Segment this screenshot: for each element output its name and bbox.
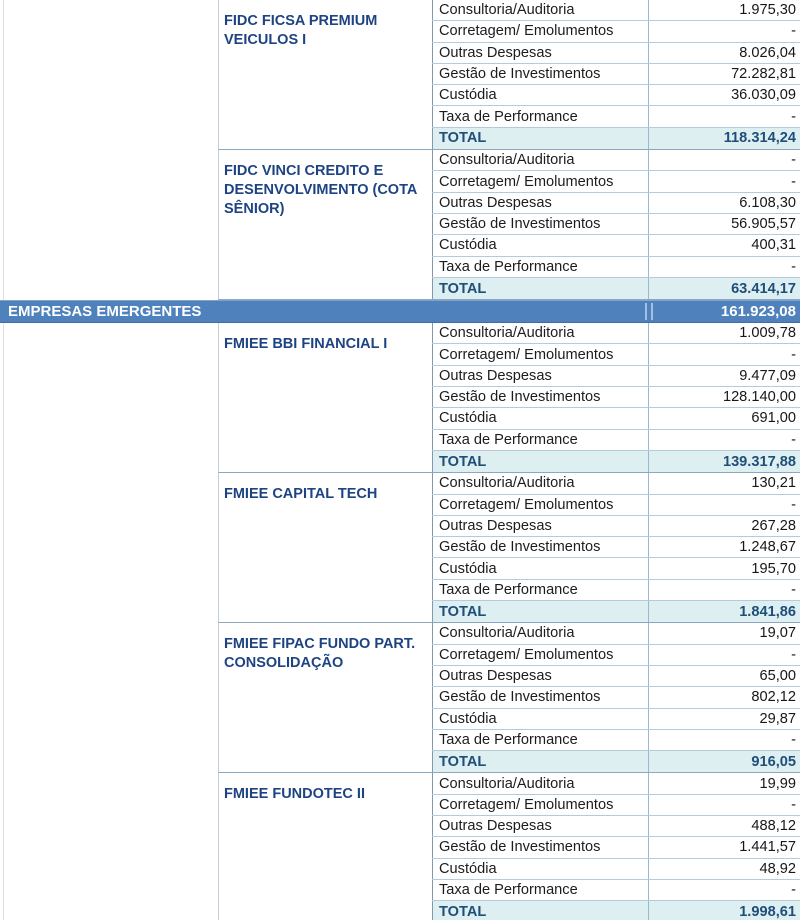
expense-rows xyxy=(432,773,800,920)
expense-row xyxy=(432,666,800,687)
expense-label-cell: Custódia xyxy=(432,235,648,255)
expense-label-cell: Outras Despesas xyxy=(432,666,648,686)
total-value-cell: 118.314,24 xyxy=(648,128,800,149)
expense-label-cell: Consultoria/Auditoria xyxy=(432,0,648,20)
expense-row xyxy=(432,106,800,127)
fund-expense-group xyxy=(0,623,800,773)
expense-row xyxy=(432,0,800,21)
expense-value-cell: 691,00 xyxy=(648,408,800,428)
category-band-label: EMPRESAS EMERGENTES xyxy=(8,303,202,321)
expense-row xyxy=(432,150,800,171)
expense-value-cell: 48,92 xyxy=(648,859,800,879)
category-spacer-cell xyxy=(3,323,218,473)
total-row xyxy=(432,751,800,772)
expense-label-cell: Consultoria/Auditoria xyxy=(432,150,648,170)
expense-label-cell: Outras Despesas xyxy=(432,816,648,836)
expense-row xyxy=(432,171,800,192)
fund-name: FIDC VINCI CREDITO E DESENVOLVIMENTO (COTA SÊNIOR) xyxy=(224,163,417,218)
expense-label-cell: Consultoria/Auditoria xyxy=(432,773,648,793)
expense-label-cell: Taxa de Performance xyxy=(432,880,648,900)
expense-value-cell: 1.248,67 xyxy=(648,537,800,557)
expense-rows xyxy=(432,623,800,773)
expense-label-cell: Outras Despesas xyxy=(432,193,648,213)
expense-value-cell: 267,28 xyxy=(648,516,800,536)
expense-value-cell: - xyxy=(648,795,800,815)
expense-value-cell: - xyxy=(648,106,800,126)
expense-row xyxy=(432,257,800,278)
expense-row xyxy=(432,21,800,42)
fund-expense-group xyxy=(0,473,800,623)
expense-row xyxy=(432,558,800,579)
expense-value-cell: 128.140,00 xyxy=(648,387,800,407)
expense-label-cell: Gestão de Investimentos xyxy=(432,687,648,707)
fund-name: FIDC FICSA PREMIUM VEICULOS I xyxy=(224,13,378,48)
expense-rows xyxy=(432,323,800,473)
total-label-cell: TOTAL xyxy=(432,278,648,299)
expense-label-cell: Corretagem/ Emolumentos xyxy=(432,645,648,665)
expense-value-cell: 1.009,78 xyxy=(648,323,800,343)
fund-name-cell xyxy=(218,473,432,623)
total-label-cell: TOTAL xyxy=(432,601,648,622)
expense-row xyxy=(432,730,800,751)
expense-row xyxy=(432,235,800,256)
expense-row xyxy=(432,366,800,387)
category-spacer-cell xyxy=(3,623,218,773)
expense-row xyxy=(432,495,800,516)
expense-row xyxy=(432,880,800,901)
total-label-cell: TOTAL xyxy=(432,451,648,472)
expense-value-cell: 8.026,04 xyxy=(648,43,800,63)
category-spacer-cell xyxy=(3,150,218,300)
total-row xyxy=(432,278,800,299)
fund-name-cell xyxy=(218,323,432,473)
category-spacer-cell xyxy=(3,773,218,920)
expense-row xyxy=(432,408,800,429)
expense-value-cell: 19,07 xyxy=(648,623,800,643)
expense-row xyxy=(432,816,800,837)
total-label-cell: TOTAL xyxy=(432,901,648,920)
expense-row xyxy=(432,64,800,85)
expense-label-cell: Corretagem/ Emolumentos xyxy=(432,21,648,41)
category-band xyxy=(0,300,800,323)
fund-name-cell xyxy=(218,623,432,773)
total-row xyxy=(432,128,800,149)
expense-label-cell: Consultoria/Auditoria xyxy=(432,623,648,643)
expense-label-cell: Taxa de Performance xyxy=(432,730,648,750)
fund-name: FMIEE FUNDOTEC II xyxy=(224,786,365,803)
expense-label-cell: Custódia xyxy=(432,85,648,105)
expense-value-cell: 36.030,09 xyxy=(648,85,800,105)
expense-value-cell: - xyxy=(648,344,800,364)
expense-label-cell: Custódia xyxy=(432,408,648,428)
expense-label-cell: Taxa de Performance xyxy=(432,430,648,450)
expense-label-cell: Custódia xyxy=(432,558,648,578)
expense-value-cell: 65,00 xyxy=(648,666,800,686)
expense-row xyxy=(432,430,800,451)
category-spacer-cell xyxy=(3,473,218,623)
expense-value-cell: 19,99 xyxy=(648,773,800,793)
expense-value-cell: - xyxy=(648,21,800,41)
expense-label-cell: Gestão de Investimentos xyxy=(432,214,648,234)
expense-row xyxy=(432,214,800,235)
expense-value-cell: 400,31 xyxy=(648,235,800,255)
total-value-cell: 1.998,61 xyxy=(648,901,800,920)
expense-row xyxy=(432,537,800,558)
expense-value-cell: 1.441,57 xyxy=(648,837,800,857)
expense-value-cell: 1.975,30 xyxy=(648,0,800,20)
expense-label-cell: Taxa de Performance xyxy=(432,257,648,277)
expense-rows xyxy=(432,473,800,623)
total-label-cell: TOTAL xyxy=(432,751,648,772)
expense-row xyxy=(432,473,800,494)
band-column-separator-icon xyxy=(645,303,653,320)
expense-value-cell: 9.477,09 xyxy=(648,366,800,386)
total-value-cell: 916,05 xyxy=(648,751,800,772)
expense-label-cell: Taxa de Performance xyxy=(432,106,648,126)
fund-name-cell xyxy=(218,773,432,920)
total-value-cell: 1.841,86 xyxy=(648,601,800,622)
expense-label-cell: Outras Despesas xyxy=(432,366,648,386)
expense-label-cell: Corretagem/ Emolumentos xyxy=(432,495,648,515)
expense-row xyxy=(432,43,800,64)
expense-value-cell: - xyxy=(648,257,800,277)
expense-row xyxy=(432,773,800,794)
expense-row xyxy=(432,623,800,644)
expense-row xyxy=(432,709,800,730)
expense-value-cell: - xyxy=(648,580,800,600)
fund-expense-group xyxy=(0,773,800,920)
expense-value-cell: 56.905,57 xyxy=(648,214,800,234)
fund-name: FMIEE CAPITAL TECH xyxy=(224,486,378,503)
expense-label-cell: Outras Despesas xyxy=(432,43,648,63)
fund-name-cell xyxy=(218,150,432,300)
total-row xyxy=(432,901,800,920)
fund-expense-group xyxy=(0,323,800,473)
expense-row xyxy=(432,645,800,666)
expense-value-cell: - xyxy=(648,150,800,170)
expense-value-cell: - xyxy=(648,430,800,450)
expense-rows xyxy=(432,0,800,150)
expense-label-cell: Custódia xyxy=(432,859,648,879)
expense-label-cell: Corretagem/ Emolumentos xyxy=(432,344,648,364)
fund-name: FMIEE FIPAC FUNDO PART. CONSOLIDAÇÃO xyxy=(224,636,416,672)
total-row xyxy=(432,451,800,472)
expense-label-cell: Gestão de Investimentos xyxy=(432,387,648,407)
fund-expense-group xyxy=(0,150,800,300)
category-spacer-cell xyxy=(3,0,218,150)
expense-rows xyxy=(432,150,800,300)
expense-value-cell: 195,70 xyxy=(648,558,800,578)
expense-label-cell: Taxa de Performance xyxy=(432,580,648,600)
expense-label-cell: Consultoria/Auditoria xyxy=(432,473,648,493)
fund-name-cell xyxy=(218,0,432,150)
expense-value-cell: 802,12 xyxy=(648,687,800,707)
expense-label-cell: Gestão de Investimentos xyxy=(432,837,648,857)
expense-value-cell: 72.282,81 xyxy=(648,64,800,84)
expense-value-cell: - xyxy=(648,880,800,900)
expense-row xyxy=(432,85,800,106)
expense-value-cell: - xyxy=(648,645,800,665)
expense-label-cell: Gestão de Investimentos xyxy=(432,64,648,84)
expense-row xyxy=(432,387,800,408)
expense-value-cell: - xyxy=(648,495,800,515)
expense-label-cell: Custódia xyxy=(432,709,648,729)
expense-value-cell: - xyxy=(648,730,800,750)
expense-row xyxy=(432,795,800,816)
expense-row xyxy=(432,837,800,858)
expense-row xyxy=(432,193,800,214)
expense-value-cell: 488,12 xyxy=(648,816,800,836)
expense-row xyxy=(432,516,800,537)
fund-expense-group xyxy=(0,0,800,150)
expense-row xyxy=(432,344,800,365)
expense-row xyxy=(432,687,800,708)
fund-name: FMIEE BBI FINANCIAL I xyxy=(224,336,388,353)
expense-label-cell: Outras Despesas xyxy=(432,516,648,536)
expense-value-cell: 29,87 xyxy=(648,709,800,729)
expense-value-cell: - xyxy=(648,171,800,191)
expense-value-cell: 6.108,30 xyxy=(648,193,800,213)
expense-row xyxy=(432,580,800,601)
expense-label-cell: Corretagem/ Emolumentos xyxy=(432,171,648,191)
total-row xyxy=(432,601,800,622)
total-value-cell: 63.414,17 xyxy=(648,278,800,299)
expense-label-cell: Corretagem/ Emolumentos xyxy=(432,795,648,815)
expense-row xyxy=(432,859,800,880)
total-label-cell: TOTAL xyxy=(432,128,648,149)
expense-row xyxy=(432,323,800,344)
expense-value-cell: 130,21 xyxy=(648,473,800,493)
total-value-cell: 139.317,88 xyxy=(648,451,800,472)
expense-label-cell: Gestão de Investimentos xyxy=(432,537,648,557)
expense-label-cell: Consultoria/Auditoria xyxy=(432,323,648,343)
category-band-total: 161.923,08 xyxy=(720,303,796,321)
